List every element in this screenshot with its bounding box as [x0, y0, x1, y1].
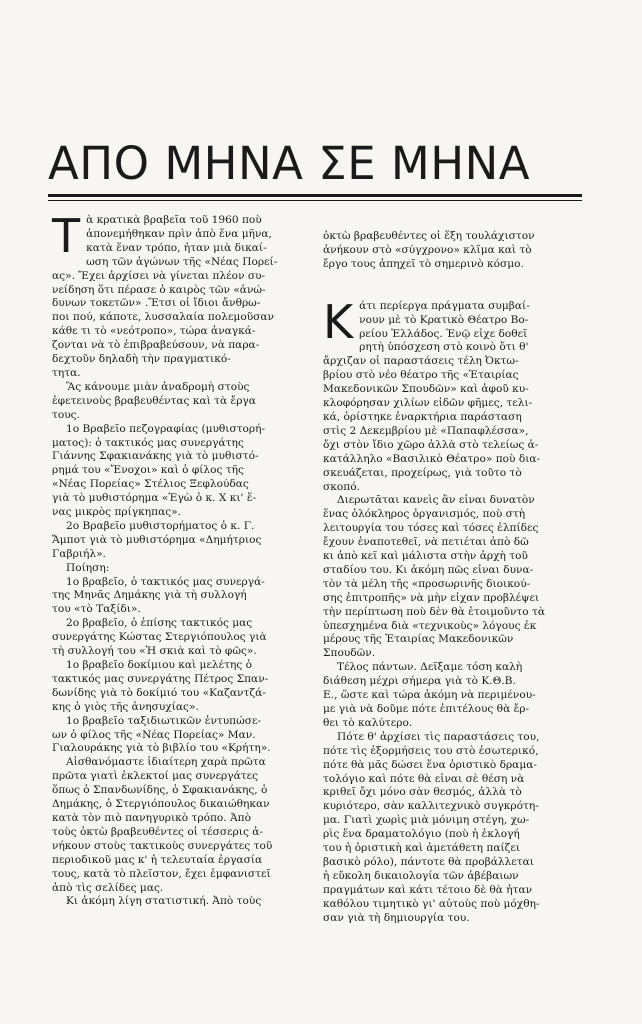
- text-line: πραγμάτων καὶ κάτι τέτοιο δὲ θὰ ἦταν: [323, 883, 533, 896]
- text-line: κριθεῖ ὄχι μόνο σὰν θεσμός, ἀλλὰ τὸ: [323, 786, 522, 799]
- section-gap: [323, 286, 579, 300]
- text-line: Μακεδονικῶν Σπουδῶν» καὶ ἀφοῦ κυ-: [323, 383, 529, 396]
- text-line: κατὰ ἕναν τρόπο, ἦταν μιὰ δικαί-: [86, 241, 267, 254]
- text-line: μέρους τῆς Ἑταιρίας Μακεδονικῶν: [323, 633, 514, 646]
- text-line: 1ο βραβεῖο δοκίμιου καὶ μελέτης ὁ: [66, 659, 253, 671]
- text-line: ἡ εὔκολη δικαιολογία τῶν ἀβέβαιων: [323, 869, 519, 882]
- text-line: της Μηνᾶς Δημάκης γιὰ τὴ συλλογή: [52, 589, 247, 602]
- text-line: ὑπεσχημένα διὰ «τεχνικοὺς» λόγους ἐκ: [323, 619, 537, 632]
- body-text: [323, 341, 579, 925]
- text-line: ρητὴ ὑπόσχεση στὸ κοινὸ ὅτι θ': [359, 341, 529, 354]
- drop-cap: Τ: [52, 209, 81, 263]
- text-line: κλοφόρησαν χιλίων εἰδῶν φῆμες, τελι-: [323, 397, 533, 410]
- text-line: ὄχι στὸν ἴδιο χῶρο ἀλλὰ στὸ τελείως ἀ-: [323, 438, 539, 451]
- text-line: κατὰ τὸν πιὸ πανηγυρικὸ τρόπο. Ἀπὸ: [52, 811, 252, 824]
- text-line: γιὰ τὸ μυθιστόρημα «Ἐγὼ ὁ κ. Χ κι' ἕ-: [52, 492, 257, 505]
- text-line: πρῶτα γιατὶ ἐκλεκτοί μας συνεργάτες: [52, 770, 259, 783]
- text-line: δεχτοῦν δηλαδὴ τὴν πραγματικό-: [52, 353, 231, 366]
- text-line: ρείου Ἑλλάδος. Ἐνῷ εἶχε δοθεῖ: [359, 327, 528, 340]
- text-line: σκευάζεται, προχείρως, γιὰ τοῦτο τὸ: [323, 466, 522, 479]
- text-line: λειτουργία του τόσες καὶ τόσες ἐλπίδες: [323, 522, 539, 535]
- text-line: Γαβριήλ».: [52, 547, 106, 560]
- drop-cap: Κ: [323, 294, 354, 349]
- text-line: ρημά του «Ἔνοχοι» καὶ ὁ φίλος τῆς: [52, 464, 244, 477]
- text-line: τοὺς ὀκτὼ βραβευθέντες οἱ τέσσερις ἀ-: [52, 825, 263, 838]
- text-line: νείδηση ὅτι πέρασε ὁ καιρὸς τῶν «ἀνώ-: [52, 283, 266, 296]
- text-line: δυνων τοκετῶν» .Ἔτσι οἱ ἴδιοι ἄνθρω-: [52, 297, 261, 310]
- text-line: άτι περίεργα πράγματα συμβαί-: [359, 299, 530, 312]
- text-line: ἄρχιζαν οἱ παραστάσεις τέλη Ὀκτω-: [323, 355, 519, 368]
- text-line: 2ο Βραβεῖο μυθιστορήματος ὁ κ. Γ.: [66, 519, 255, 532]
- continued-text: [323, 230, 579, 272]
- text-line: 1ο Βραβεῖο πεζογραφίας (μυθιστορή-: [66, 422, 266, 435]
- text-line: τολόγιο καὶ πότε θὰ εἶναι σὲ θέση νὰ: [323, 772, 525, 785]
- text-line: κατάλληλο «Βασιλικὸ Θέατρο» ποὺ δια-: [323, 452, 541, 465]
- text-line: 2ο βραβεῖο, ὁ ἐπίσης τακτικός μας: [66, 617, 253, 630]
- text-line: κης ὁ γιὸς τῆς ἀνησυχίας».: [52, 700, 199, 713]
- text-line: Ἂς κάνουμε μιὰν ἀναδρομὴ στοὺς: [66, 380, 250, 393]
- text-line: τους, κατὰ τὸ πλεῖστον, ἔχει ἐμφανιστεῖ: [52, 867, 271, 880]
- text-line: νουν μὲ τὸ Κρατικὸ Θέατρο Βο-: [359, 313, 529, 326]
- text-line: με γιὰ νὰ δοῦμε πότε ἐπιτέλους θὰ ἔρ-: [323, 703, 530, 715]
- text-line: ων ὁ φίλος τῆς «Νέας Πορείας» Μαν.: [52, 728, 256, 741]
- text-line: νας μικρὸς πρίγκηπας».: [52, 506, 182, 519]
- text-line: θει τὸ καλύτερο.: [323, 716, 413, 729]
- text-line: Γιάννης Σφακιανάκης γιὰ τὸ μυθιστό-: [52, 450, 259, 463]
- text-line: του «τὸ Ταξίδι».: [52, 603, 141, 616]
- text-line: 1ο βραβεῖο, ὁ τακτικός μας συνεργά-: [66, 575, 265, 588]
- text-line: περιοδικοῦ μας κ' ἡ τελευταία ἐργασία: [52, 853, 263, 866]
- text-line: Διερωτᾶται κανεὶς ἂν εἶναι δυνατὸν: [337, 494, 535, 507]
- text-line: ἕνας ὁλόκληρος ὀργανισμός, ποὺ στὴ: [323, 508, 526, 521]
- text-line: συνεργάτης Κώστας Στεργιόπουλος γιὰ: [52, 631, 267, 644]
- text-line: ἔχουν ἐναποτεθεῖ, νὰ πετιέται ἀπὸ δῶ: [323, 536, 529, 549]
- text-line: σης ἐπιτροπῆς» νὰ μὴν εἶχαν προβλέψει: [323, 591, 540, 604]
- text-line: ὰ κρατικὰ βραβεῖα τοῦ 1960 ποὺ: [86, 214, 262, 226]
- text-line: τητα.: [52, 366, 81, 379]
- text-line: πότε τὶς ἐξορμήσεις του στὸ ἐσωτερικό,: [323, 744, 539, 757]
- text-line: στὶς 2 Δεκεμβρίου μὲ «Παπαφλέσσα»,: [323, 424, 529, 437]
- text-line: τὴ συλλογή του «Ἡ σκιὰ καὶ τὸ φῶς».: [52, 645, 257, 658]
- text-line: Ἄμποτ γιὰ τὸ μυθιστόρημα «Δημήτριος: [52, 533, 262, 546]
- text-line: ωση τῶν ἀγώνων τῆς «Νέας Πορεί-: [86, 255, 278, 268]
- text-line: 1ο βραβεῖο ταξιδιωτικῶν ἐντυπώσε-: [66, 714, 262, 727]
- text-line: διάθεση μέχρι σήμερα γιὰ τὸ Κ.Θ.Β.: [323, 675, 516, 688]
- text-line: μα. Γιατὶ χωρὶς μιὰ μόνιμη στέγη, χω-: [323, 814, 530, 827]
- text-line: του ἡ ὁριστικὴ καὶ ἀμετάθετη παίζει: [323, 842, 521, 855]
- text-line: νήκουν στοὺς τακτικοὺς συνεργάτες τοῦ: [52, 839, 273, 852]
- text-line: τακτικός μας συνεργάτης Πέτρος Σπαν-: [52, 672, 269, 685]
- text-line: ἔργο τους ἀπηχεῖ τὸ σημερινὸ κόσμο.: [323, 257, 524, 270]
- text-line: κυριότερο, σὰν καλλιτεχνικὸ συγκρότη-: [323, 800, 539, 813]
- text-line: τους.: [52, 408, 80, 421]
- text-line: καθόλου τιμητικὸ γι' αὐτοὺς ποὺ μόχθη-: [323, 897, 540, 910]
- text-line: Τέλος πάντων. Δεῖξαμε τόση καλὴ: [337, 661, 523, 674]
- text-line: «Νέας Πορείας» Στέλιος Ξεφλούδας: [52, 478, 249, 491]
- text-line: σκοπό.: [323, 480, 360, 493]
- text-line: Πότε θ' ἀρχίσει τὶς παραστάσεις του,: [337, 730, 540, 743]
- right-column: [323, 230, 579, 926]
- text-line: ποι πού, κάποτε, λυσσαλαία πολεμοῦσαν: [52, 311, 274, 324]
- body-text: [52, 256, 306, 910]
- text-line: Σπουδῶν.: [323, 647, 376, 660]
- text-line: Κι ἀκόμη λίγη στατιστική. Ἀπὸ τοὺς: [66, 895, 262, 908]
- text-line: σαν γιὰ τὴ δημιουργία του.: [323, 911, 470, 924]
- text-line: ὀκτὼ βραβευθέντες οἱ ἕξη τουλάχιστον: [323, 230, 535, 242]
- text-line: τὸν τὰ μέλη τῆς «προσωρινῆς διοικού-: [323, 577, 531, 590]
- text-line: ρὶς ἕνα δραματολόγιο (ποὺ ἡ ἐκλογή: [323, 828, 520, 841]
- title-rule-thin: [48, 200, 582, 201]
- text-line: ἀνήκουν στὸ «σύγχρονο» κλῖμα καὶ τὸ: [323, 243, 532, 256]
- text-line: βρίου στὸ νέο θέατρο τῆς «Ἑταιρίας: [323, 369, 519, 382]
- text-line: ἀπὸ τὶς σελίδες μας.: [52, 881, 164, 894]
- text-line: τὴν περίπτωση ποὺ δὲν θὰ ἑτοιμοῦντο τὰ: [323, 605, 546, 618]
- text-line: Γιαλουράκης γιὰ τὸ βιβλίο του «Κρήτη».: [52, 742, 271, 755]
- text-line: Ποίηση:: [66, 561, 110, 574]
- left-column: [52, 209, 306, 909]
- section-gap: [323, 272, 579, 286]
- text-line: κάθε τι τὸ «νεότροπο», τώρα ἀναγκά-: [52, 325, 256, 338]
- page-title: ΑΠΟ ΜΗΝΑ ΣΕ ΜΗΝΑ: [48, 137, 531, 190]
- text-line: πότε θὰ μᾶς δώσει ἕνα ὁριστικὸ δραμα-: [323, 758, 537, 771]
- text-line: βασικὸ ρόλο), πάντοτε θὰ προβάλλεται: [323, 855, 534, 868]
- text-line: Ε., ὥστε καὶ τώρα ἀκόμη νὰ περιμένου-: [323, 689, 536, 702]
- text-line: ματος): ὁ τακτικός μας συνεργάτης: [52, 436, 244, 449]
- text-line: ὅπως ὁ Σπανδωνίδης, ὁ Σφακιανάκης, ὁ: [52, 784, 268, 797]
- text-line: ας». Ἔχει ἀρχίσει νὰ γίνεται πλέον συ-: [52, 269, 266, 282]
- title-rule-thick: [48, 194, 582, 197]
- text-line: ἐφετεινοὺς βραβευθέντας καὶ τὰ ἔργα: [52, 394, 256, 407]
- text-line: κι ἀπὸ κεῖ καὶ μάλιστα στὴν ἀρχὴ τοῦ: [323, 550, 528, 563]
- text-line: κά, ὁρίστηκε ἐναρκτήρια παράσταση: [323, 410, 522, 423]
- text-line: ζονται νὰ τὸ ἐπιβραβεύσουν, νὰ παρα-: [52, 339, 260, 352]
- text-line: Δημάκης, ὁ Στεργιόπουλος δικαιώθηκαν: [52, 798, 270, 811]
- text-line: σταδίου του. Κι ἀκόμη πῶς εἶναι δυνα-: [323, 563, 534, 576]
- text-line: δωνίδης γιὰ τὸ δοκίμιό του «Καζαντζά-: [52, 686, 266, 699]
- text-line: ἀπονεμήθηκαν πρὶν ἀπὸ ἕνα μῆνα,: [86, 227, 272, 240]
- text-line: Αἰσθανόμαστε ἰδιαίτερη χαρὰ πρῶτα: [66, 756, 266, 769]
